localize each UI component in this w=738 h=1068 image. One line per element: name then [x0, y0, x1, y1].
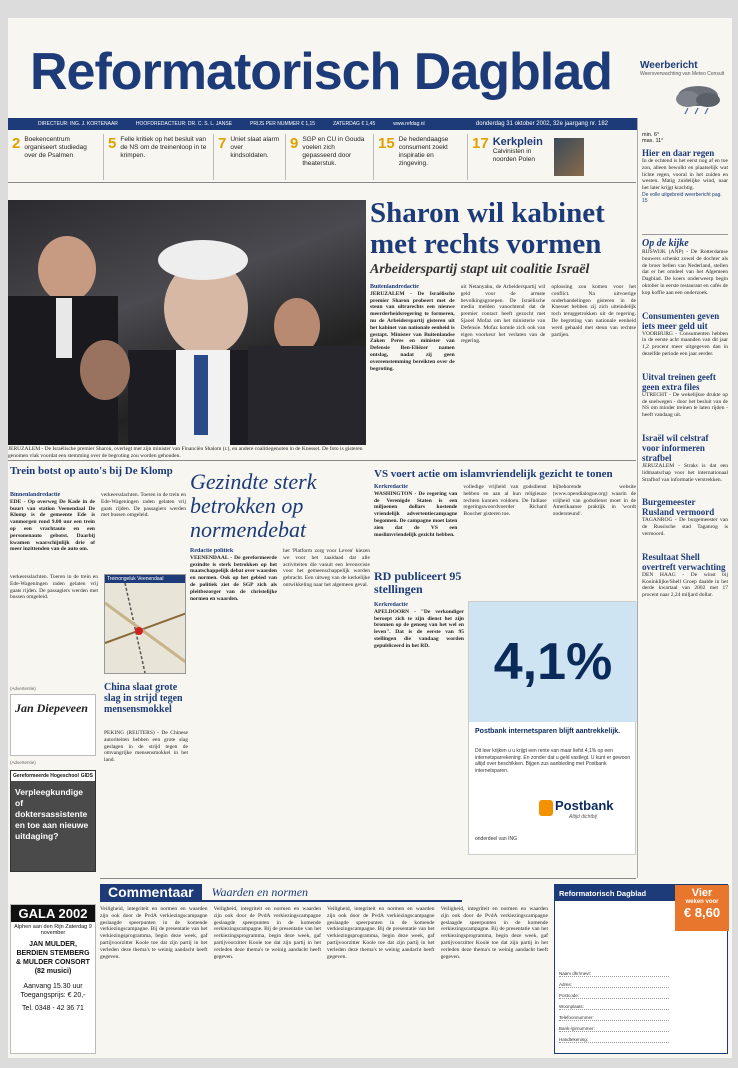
subscription-coupon[interactable] [554, 884, 728, 1054]
rd-text: APELDOORN - "De verkondiger beroept zich te zijn dienst het zijn bronnen op de genoeg van het wel en leven". Dat is de eerste van 95 stellingen die vandaag worden gepubliceerd in het RD. [374, 608, 464, 649]
ad-headline: Postbank internetsparen blijft aantrekkelijk. [475, 728, 621, 735]
coupon-field-name[interactable]: Naam dhr/mevr: [559, 971, 669, 977]
lead-text: JERUZALEM - De Israëlische premier Sharon probeert met de steun van ultrarechts een nieuwe meerderheidsregering te formeren, nu de Arbeiderspartij gisteren uit het kabinet van nationale eenheid is gestapt. Minister van Buitenlandse Zaken Peres en minister van Defensie Ben-Eliëzer namen ontslag, nadat zij geen overeenstemming bereikten over de begroting. [370, 290, 455, 372]
sidebar-text: UTRECHT - De wekelijkse drukte op de snelwegen - door het besluit van de NS om minder treinen te laten rijden - heeft vandaag uit. [642, 391, 728, 419]
sidebar-text: RIJSWIJK (ANP) - De Rotterdamse bouwers schenkt zowel de dochter als de broer bellen van Nederland, stellen dat er het omdeel van het Algemeen Dagblad. De koers onderweerp begin oktober in eerste restaurant en cafés de kop koffie aan een onderzoek. [642, 248, 728, 296]
rd-kicker: Kerkredactie [374, 602, 408, 608]
teaser-item[interactable] [104, 134, 214, 180]
china-text: PEKING (REUTERS) - De Chinese autoriteiten hebben een grote slag geslagen in de strijd tegen de omvangrijke mensensmokkel in het land. [104, 730, 188, 764]
postbank-ad[interactable] [468, 601, 636, 855]
gala-phone: Tel. 0348 - 42 36 71 [22, 1005, 84, 1012]
divider [8, 460, 636, 461]
klomp-headline[interactable]: Trein botst op auto's bij De Klomp [10, 465, 173, 477]
info-editor: HOOFDREDACTEUR: DR. C. S. L. JANSE [135, 121, 233, 127]
sidebar-text: DEN HAAG - De winst bij Koninklijke/Shell Groep daalde in het derde kwartaal van 2002 met 17 procent naar 2,24 miljard dollar. [642, 571, 728, 599]
gezindte-article [190, 548, 370, 876]
ad-text: Dit leer krijken u u krijgt een rente van maar liefst 4,1% op een internetsparrekening. En zonder dat u geld vastlegt. U kunt er gewoon altijd over beschikken. Bijgen zus aanbieding met Postbank internetsparen. [475, 748, 631, 774]
teaser-page-number: 17 [472, 135, 489, 152]
weather-title: Weerbericht [640, 60, 698, 71]
info-bar [8, 118, 638, 130]
teaser-item[interactable] [286, 134, 374, 180]
coupon-field-signature[interactable]: Handtekening: [559, 1037, 669, 1043]
lead-subheadline: Arbeiderspartij stapt uit coalitie Israël [370, 262, 590, 277]
lead-headline[interactable]: Sharon wil kabinet met rechts vormen [370, 197, 605, 260]
coupon-field-city[interactable]: Woonplaats: [559, 1004, 669, 1010]
teaser-item[interactable] [214, 134, 286, 180]
ad-label: (Advertentie) [10, 686, 36, 691]
info-director: DIRECTEUR: ING. J. KORTENAAR [38, 121, 118, 127]
divider [8, 182, 636, 183]
vs-text: bijbehorende website (www.opendialogue.org) waarin de vrijheid van godsdienst moet in de Amerikaanse praktijk in 'wordt ondersteund'. [552, 484, 636, 518]
divider [100, 878, 636, 879]
vs-article [374, 484, 636, 564]
lead-text: uit Netanyahu, de Arbeiderspartij wil geld voor de armste bevolkingsgroepen. De Israëlische media melden vanochtend dat de premier contact heeft gezocht met Sjaoel Mofaz om het ministerie van Defensie. Mofaz komde zich ook van eigen voorkeur het verlaten van de regering. [460, 284, 546, 345]
teaser-strip [8, 134, 638, 180]
teaser-kerkplein[interactable] [468, 134, 590, 180]
ad-diepeveen-name: Jan Diepeveen [15, 701, 88, 715]
gala-title: GALA 2002 [11, 905, 95, 922]
weather-more-link[interactable]: De volle uitgebreid weerbericht pag. 15 [642, 191, 722, 204]
lead-text: oplossing zou komen voor het conflict. Na uitvoerige onderhandelingen gisteren in de Knesset hebben zij zich uiteindelijk toch teruggetrokken uit de regering. De begroting van nationale eenheid werd gehaald met steun van rechtse partijen. [551, 284, 637, 338]
map-graphic [105, 583, 186, 673]
commentary-header [100, 884, 462, 902]
info-website[interactable]: www.refdag.nl [393, 121, 425, 127]
teaser-item[interactable] [374, 134, 468, 180]
teaser-text: De hedendaagse consument zoekt inspiratie en zingeving. [398, 136, 449, 167]
klomp-text: verkeersslachten. Toeren in de trein en Ede-Wageningen raden gelaten vrij gaats rijden. De passagiers werden met bussen omgeleid. [10, 574, 98, 601]
diepeveen-ad[interactable] [10, 694, 96, 756]
info-price-saturday: ZATERDAG € 1,45 [333, 121, 376, 127]
commentary-text: Veiligheid, integriteit en normen en waarden zijn ook door de PvdA verkiezingscampagne geslaagde speerpunten in de komende verkiezingscampagne. Bij de presentatie van het verkiezingsprogramma, begin deze week, gaf partijvoorzitter Koole toe dat zijn partij in het verleden deze thema's te weinig aandacht heeft gegeven. [327, 906, 435, 960]
sidebar-text: JERUZALEM - Straks is dat een lidmaatschap voor het internationaal Strafhof van informatie verstrekken. [642, 462, 728, 483]
hogeschool-ad[interactable] [10, 770, 96, 872]
commentary-title[interactable]: Waarden en normen [211, 884, 309, 899]
teaser-page-number: 7 [218, 135, 227, 152]
weather-text: In de ochtend is het eerst nog af en toe zon, alleen bewolkt en plaatselijk wat lichte regen, vooral in het zuiden en westen. Matig zuidelijke wind, naar het later krijgt krachtig. [642, 158, 728, 192]
coupon-price-badge [675, 885, 729, 931]
klomp-text: EDE - Op overweg De Kade in de buurt van station Veenendaal De Klomp is de gemeente Ede is vanmorgen rond 9.00 uur een trein op een vrachtauto en een personenauto gebotst. Daarbij kwamen waarschijnlijk drie of meer inzittenden van de auto om. [10, 498, 95, 553]
coupon-field-phone[interactable]: Telefoonnummer: [559, 1015, 669, 1021]
sidebar-headline[interactable]: Resultaat Shell overtreft verwachting [642, 551, 726, 572]
rd-article [374, 602, 464, 872]
rain-cloud-icon [672, 82, 724, 116]
gezindte-text: het 'Platform zorg voor Leven' kiezen we voor het zaaidaad dat alle activiteiten die vanuit een levensvisie voor het gemeenschappelijk worden gebracht. Een uitweg van de kerkelijke ontwikkeling naar het algemeen geval. [283, 548, 370, 588]
teaser-page-number: 5 [108, 135, 117, 152]
sidebar-headline[interactable]: Israël wil celstraf voor informeren strafbel [642, 432, 709, 463]
coupon-title: Reformatorisch Dagblad [555, 885, 675, 901]
klomp-article [10, 492, 186, 572]
teaser-page-number: 15 [378, 135, 395, 152]
teaser-page-number: 9 [290, 135, 299, 152]
lead-article [370, 284, 636, 456]
postbank-logo-icon [539, 800, 553, 816]
teaser-item[interactable] [8, 134, 104, 180]
commentary-article [100, 906, 548, 1052]
right-sidebar [638, 118, 732, 918]
coupon-field-address[interactable]: Adres: [559, 982, 669, 988]
vs-headline[interactable]: VS voert actie om islamvriendelijk gezicht te tonen [374, 468, 613, 480]
ad-label: (Advertentie) [10, 760, 36, 765]
gala-subtitle: Alphen aan den Rijn Zaterdag 9 november [14, 924, 92, 936]
gezindte-headline[interactable]: Gezindte sterk betrokken op normendebat [190, 469, 317, 542]
teaser-photo [554, 138, 584, 176]
commentary-text: Veiligheid, integriteit en normen en waarden zijn ook door de PvdA verkiezingscampagne geslaagde speerpunten in de komende verkiezingscampagne. Bij de presentatie van het verkiezingsprogramma, begin deze week, gaf partijvoorzitter Koole toe dat zijn partij in het verleden deze thema's te weinig aandacht heeft gegeven. [213, 906, 321, 960]
vs-text: WASHINGTON - De regering van de Verenigde Staten is een miljoenen dollars kostende vriendelijk advertentiecampagne begonnen. De campagne moet laten zien dat de VS een moslimvriendelijk gezicht hebben. [374, 490, 458, 538]
teaser-text: Uniet slaat alarm over kindsoldaten. [230, 136, 280, 159]
coupon-field-bank[interactable]: Bank-/girnummer: [559, 1026, 669, 1032]
masthead [8, 18, 732, 118]
temp-min: min. 6° [642, 132, 660, 138]
teaser-text: Boekencentrum organiseert studiedag over de Psalmen [24, 136, 87, 159]
weather-header [640, 60, 728, 77]
klomp-article-cont [10, 574, 98, 684]
gala-time: Aanvang 15.30 uur [23, 983, 83, 990]
commentary-text: Veiligheid, integriteit en normen en waarden zijn ook door de PvdA verkiezingscampagne geslaagde speerpunten in de komende verkiezingscampagne. Bij de presentatie van het verkiezingsprogramma, begin deze week, gaf partijvoorzitter Koole toe dat zijn partij in het verleden deze thema's te weinig aandacht heeft gegeven. [440, 906, 548, 960]
vs-kicker: Kerkredactie [374, 484, 408, 490]
rd-headline[interactable]: RD publiceert 95 stellingen [374, 569, 462, 596]
gala-ad[interactable] [10, 904, 96, 1054]
lead-kicker: Buitenlandredactie [370, 284, 419, 290]
gala-performers: JAN MULDER, BERDIEN STEMBERG & MULDER CONSORT (82 musici) [16, 941, 90, 975]
ad-brand: Postbank [555, 798, 614, 813]
sidebar-headline[interactable]: Burgemeester Rusland vermoord [642, 497, 715, 518]
china-article [104, 730, 188, 876]
coupon-field-postcode[interactable]: Postcode: [559, 993, 669, 999]
teaser-page-number: 2 [12, 135, 21, 152]
ad-school-text: Verpleegkundige of doktersassistente en toe aan nieuwe uitdaging? [15, 787, 89, 841]
weather-headline: Hier en daar regen [642, 148, 715, 158]
interest-rate: 4,1% [469, 602, 637, 722]
sidebar-headline[interactable]: Consumenten geven iets meer geld uit [642, 310, 720, 331]
commentary-text: Veiligheid, integriteit en normen en waarden zijn ook door de PvdA verkiezingscampagne geslaagde speerpunten in de komende verkiezingscampagne. Bij de presentatie van het verkiezingsprogramma, begin deze week, gaf partijvoorzitter Koole toe dat zijn partij in het verleden deze thema's te weinig aandacht heeft gegeven. [100, 906, 208, 960]
sidebar-text: VOORBURG - Consumenten hebben in de eerste acht maanden van dit jaar 1,2 procent meer uitgegeven dan in dezelfde periode een jaar eerder. [642, 330, 728, 357]
ad-brand-tagline: Altijd dichtbij [569, 814, 597, 820]
newspaper-title: Reformatorisch Dagblad [30, 43, 612, 101]
coupon-weken: weken voor [685, 899, 719, 905]
teaser-text: Calvinisten in noorden Polen [492, 148, 535, 163]
lead-photo [8, 200, 366, 445]
klomp-kicker: Binnenlandredactie [10, 492, 61, 498]
vs-text: volledige vrijheid van godsdienst hebben en aan al hun religieuze rechten kunnen voldoen. De Indiase regeringswoordvoerder Richard Boucher gisteren toe. [463, 484, 547, 518]
teaser-text: SGP en CU in Gouda voelen zich gepasseerd door theaterstuk. [302, 136, 365, 167]
ad-ing-note: onderdeel van ING [475, 836, 517, 842]
newspaper-page [8, 18, 732, 1058]
sidebar-headline[interactable]: Uitval treinen geeft geen extra files [642, 371, 716, 392]
teaser-title: Kerkplein [492, 136, 543, 148]
sidebar-section-title: Op de kijke [642, 234, 728, 249]
teaser-text: Felle kritiek op het besluit van de NS om de treinenloop in te krimpen. [120, 136, 207, 159]
gezindte-text: VEENENDAAL - De gereformeerde gezindte is sterk betrokken op het maatschappelijk debat over waarden en normen. Ook op het gebied van de politiek ziet de SGP zich als pleitbezorger van de christelijke normen en waarden. [190, 554, 277, 602]
coupon-price: € 8,60 [683, 905, 721, 920]
ad-gids: GIDS [80, 773, 93, 779]
ad-school-name: Gereformeerde Hogeschool [13, 773, 79, 779]
edition-date: donderdag 31 oktober 2002, 32e jaargang nr. 182 [475, 121, 608, 127]
photo-caption: JERUZALEM - De Israëlische premier Sharon, overlegt met zijn minister van Financiën Shalom (r.), en andere coalitiegenoten in de Knesset. De foto is gisteren genomen vlak voordat een stemming over de begroting zou worden gehouden. [8, 446, 363, 459]
sidebar-text: TAGANROG - De burgemeester van de Russische stad Taganrog is vermoord. [642, 517, 728, 537]
commentary-label: Commentaar [100, 884, 202, 900]
divider [637, 118, 638, 878]
weather-source: Weersverwachting van Meteo Consult [640, 71, 725, 77]
gala-price: Toegangsprijs: € 20,- [20, 992, 86, 999]
klomp-text: verkeersslachten. Toeren in de trein en Ede-Wageningen raden gelaten vrij gaats rijden. De passagiers werden met bussen omgeleid. [101, 492, 186, 519]
coupon-vier: Vier [691, 887, 713, 899]
accident-map [104, 574, 186, 674]
temp-max: max. 11° [642, 138, 664, 144]
china-headline[interactable]: China slaat grote slag in strijd tegen mensensmokkel [104, 682, 183, 715]
map-title: Treinongeluk Veenendaal [105, 575, 185, 583]
info-price: PRIJS PER NUMMER € 1,15 [250, 121, 316, 127]
gezindte-kicker: Redactie politiek [190, 548, 234, 554]
